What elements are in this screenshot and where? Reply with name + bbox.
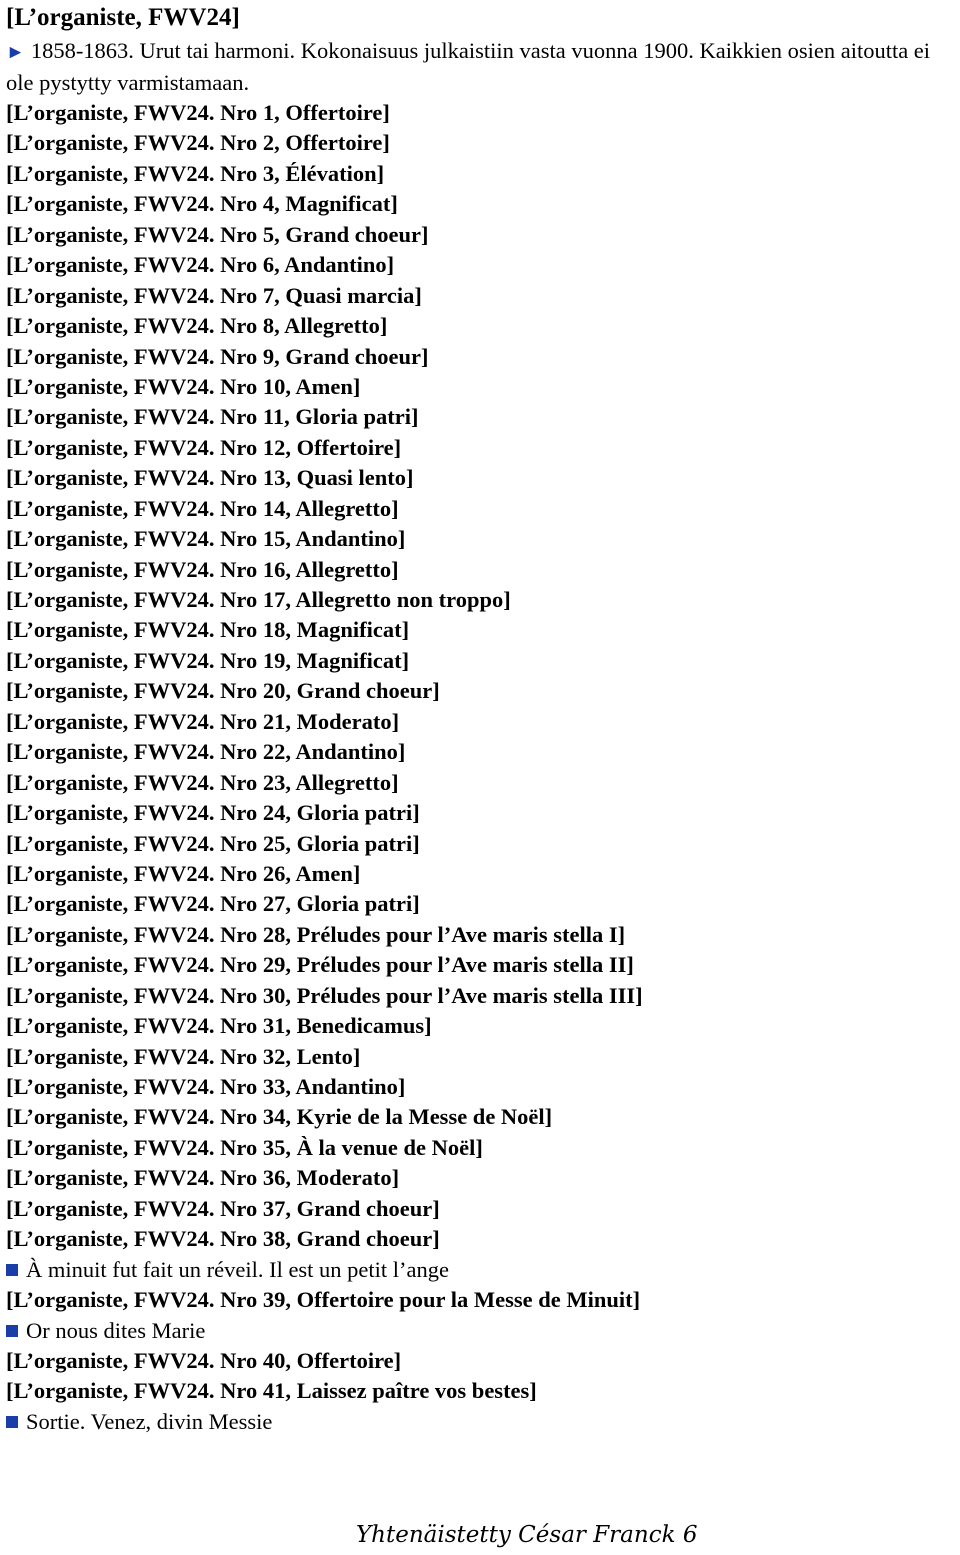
- work-heading: [6, 615, 956, 645]
- page-title: [L’organiste, FWV24]: [6, 4, 240, 31]
- work-heading: [6, 676, 956, 706]
- triangle-right-icon: ►: [6, 42, 25, 63]
- work-heading-text: [L’organiste, FWV24. Nro 29, Préludes pour l’Ave maris stella II]: [6, 952, 634, 978]
- work-heading-text: [L’organiste, FWV24. Nro 19, Magnificat]: [6, 647, 410, 673]
- work-heading: [6, 950, 956, 980]
- work-heading-text: [L’organiste, FWV24. Nro 11, Gloria patri]: [6, 404, 419, 430]
- work-heading: [6, 768, 956, 798]
- work-heading: [6, 1224, 956, 1254]
- work-heading-text: [L’organiste, FWV24. Nro 18, Magnificat]: [6, 617, 410, 643]
- square-bullet-icon: [6, 1264, 18, 1276]
- work-heading: [6, 1133, 956, 1163]
- work-heading-text: [L’organiste, FWV24. Nro 17, Allegretto non troppo]: [6, 587, 511, 612]
- work-heading-text: [L’organiste, FWV24. Nro 20, Grand choeur]: [6, 678, 440, 704]
- sub-item: [6, 1255, 956, 1285]
- work-heading-text: [L’organiste, FWV24. Nro 36, Moderato]: [6, 1165, 400, 1191]
- document-page: [6, 0, 956, 1437]
- work-heading: [6, 1102, 956, 1132]
- work-heading: [6, 250, 956, 280]
- work-heading: [6, 98, 956, 128]
- sub-item: [6, 1316, 956, 1346]
- work-heading: [6, 889, 956, 919]
- work-heading-text: [L’organiste, FWV24. Nro 3, Élévation]: [6, 160, 385, 186]
- work-heading: [6, 1072, 956, 1102]
- work-heading: [6, 1346, 956, 1376]
- work-heading-text: [L’organiste, FWV24. Nro 9, Grand choeur]: [6, 343, 429, 369]
- intro-note-text: 1858-1863. Urut tai harmoni. Kokonaisuus julkaistiin vasta vuonna 1900. Kaikkien osien aitoutta ei ole pystytty varmistamaan.: [6, 38, 931, 95]
- work-heading-text: [L’organiste, FWV24. Nro 38, Grand choeur]: [6, 1226, 440, 1252]
- work-heading-text: [L’organiste, FWV24. Nro 23, Allegretto]: [6, 769, 399, 795]
- work-heading-text: [L’organiste, FWV24. Nro 15, Andantino]: [6, 526, 406, 552]
- work-heading-text: [L’organiste, FWV24. Nro 5, Grand choeur]: [6, 221, 429, 247]
- work-heading: [6, 981, 956, 1011]
- work-heading: [6, 829, 956, 859]
- page-footer: Yhtenäistetty César Franck 6: [356, 1522, 698, 1548]
- work-heading: [6, 1011, 956, 1041]
- work-heading-text: [L’organiste, FWV24. Nro 12, Offertoire]: [6, 434, 402, 460]
- work-heading: [6, 920, 956, 950]
- square-bullet-icon: [6, 1325, 18, 1337]
- work-heading-text: [L’organiste, FWV24. Nro 31, Benedicamus]: [6, 1013, 432, 1039]
- work-heading-text: [L’organiste, FWV24. Nro 30, Préludes pour l’Ave maris stella III]: [6, 982, 643, 1008]
- work-heading-text: [L’organiste, FWV24. Nro 7, Quasi marcia]: [6, 282, 422, 308]
- work-heading-text: [L’organiste, FWV24. Nro 16, Allegretto]: [6, 556, 399, 582]
- work-heading-text: [L’organiste, FWV24. Nro 28, Préludes pour l’Ave maris stella I]: [6, 921, 626, 947]
- sub-item: [6, 1407, 956, 1437]
- work-list: [6, 98, 956, 1437]
- work-heading: [6, 433, 956, 463]
- work-heading: [6, 1194, 956, 1224]
- sub-item-text: Or nous dites Marie: [26, 1317, 206, 1343]
- work-heading-text: [L’organiste, FWV24. Nro 22, Andantino]: [6, 739, 406, 765]
- work-heading-text: [L’organiste, FWV24. Nro 2, Offertoire]: [6, 130, 390, 156]
- work-heading-text: [L’organiste, FWV24. Nro 14, Allegretto]: [6, 495, 399, 521]
- work-heading-text: [L’organiste, FWV24. Nro 21, Moderato]: [6, 708, 400, 734]
- work-heading: [6, 342, 956, 372]
- work-heading: [6, 402, 956, 432]
- work-heading: [6, 1163, 956, 1193]
- work-heading: [6, 524, 956, 554]
- work-heading-text: [L’organiste, FWV24. Nro 41, Laissez paître vos bestes]: [6, 1378, 537, 1404]
- work-heading: [6, 585, 956, 615]
- work-heading: [6, 159, 956, 189]
- work-heading: [6, 798, 956, 828]
- work-heading: [6, 646, 956, 676]
- work-heading: [6, 1285, 956, 1315]
- work-heading: [6, 555, 956, 585]
- work-heading-text: [L’organiste, FWV24. Nro 10, Amen]: [6, 373, 361, 399]
- work-heading-text: [L’organiste, FWV24. Nro 37, Grand choeur]: [6, 1195, 440, 1221]
- work-heading: [6, 220, 956, 250]
- work-heading: [6, 372, 956, 402]
- sub-item-text: Sortie. Venez, divin Messie: [26, 1408, 273, 1434]
- work-heading: [6, 311, 956, 341]
- intro-note: [6, 36, 956, 98]
- work-heading: [6, 1376, 956, 1406]
- work-heading-text: [L’organiste, FWV24. Nro 8, Allegretto]: [6, 313, 388, 339]
- work-heading-text: [L’organiste, FWV24. Nro 25, Gloria patri]: [6, 830, 420, 856]
- work-heading-text: [L’organiste, FWV24. Nro 26, Amen]: [6, 860, 361, 886]
- sub-item-text: À minuit fut fait un réveil. Il est un petit l’ange: [26, 1256, 450, 1282]
- work-heading-text: [L’organiste, FWV24. Nro 6, Andantino]: [6, 252, 395, 278]
- work-heading-text: [L’organiste, FWV24. Nro 34, Kyrie de la Messe de Noël]: [6, 1104, 553, 1130]
- work-heading: [6, 859, 956, 889]
- work-heading-text: [L’organiste, FWV24. Nro 39, Offertoire pour la Messe de Minuit]: [6, 1287, 641, 1313]
- work-heading: [6, 707, 956, 737]
- work-heading-text: [L’organiste, FWV24. Nro 40, Offertoire]: [6, 1347, 402, 1373]
- work-heading-text: [L’organiste, FWV24. Nro 27, Gloria patri]: [6, 891, 420, 917]
- work-heading-text: [L’organiste, FWV24. Nro 32, Lento]: [6, 1043, 361, 1069]
- work-heading-text: [L’organiste, FWV24. Nro 24, Gloria patri]: [6, 800, 420, 826]
- work-heading-text: [L’organiste, FWV24. Nro 35, À la venue de Noël]: [6, 1134, 483, 1160]
- work-heading: [6, 463, 956, 493]
- work-heading: [6, 128, 956, 158]
- work-heading: [6, 1042, 956, 1072]
- work-heading-text: [L’organiste, FWV24. Nro 4, Magnificat]: [6, 191, 398, 217]
- square-bullet-icon: [6, 1416, 18, 1428]
- work-heading: [6, 189, 956, 219]
- work-heading-text: [L’organiste, FWV24. Nro 1, Offertoire]: [6, 100, 390, 125]
- work-heading-text: [L’organiste, FWV24. Nro 33, Andantino]: [6, 1074, 406, 1099]
- work-heading: [6, 281, 956, 311]
- work-heading: [6, 737, 956, 767]
- work-heading-text: [L’organiste, FWV24. Nro 13, Quasi lento]: [6, 465, 414, 491]
- work-heading: [6, 494, 956, 524]
